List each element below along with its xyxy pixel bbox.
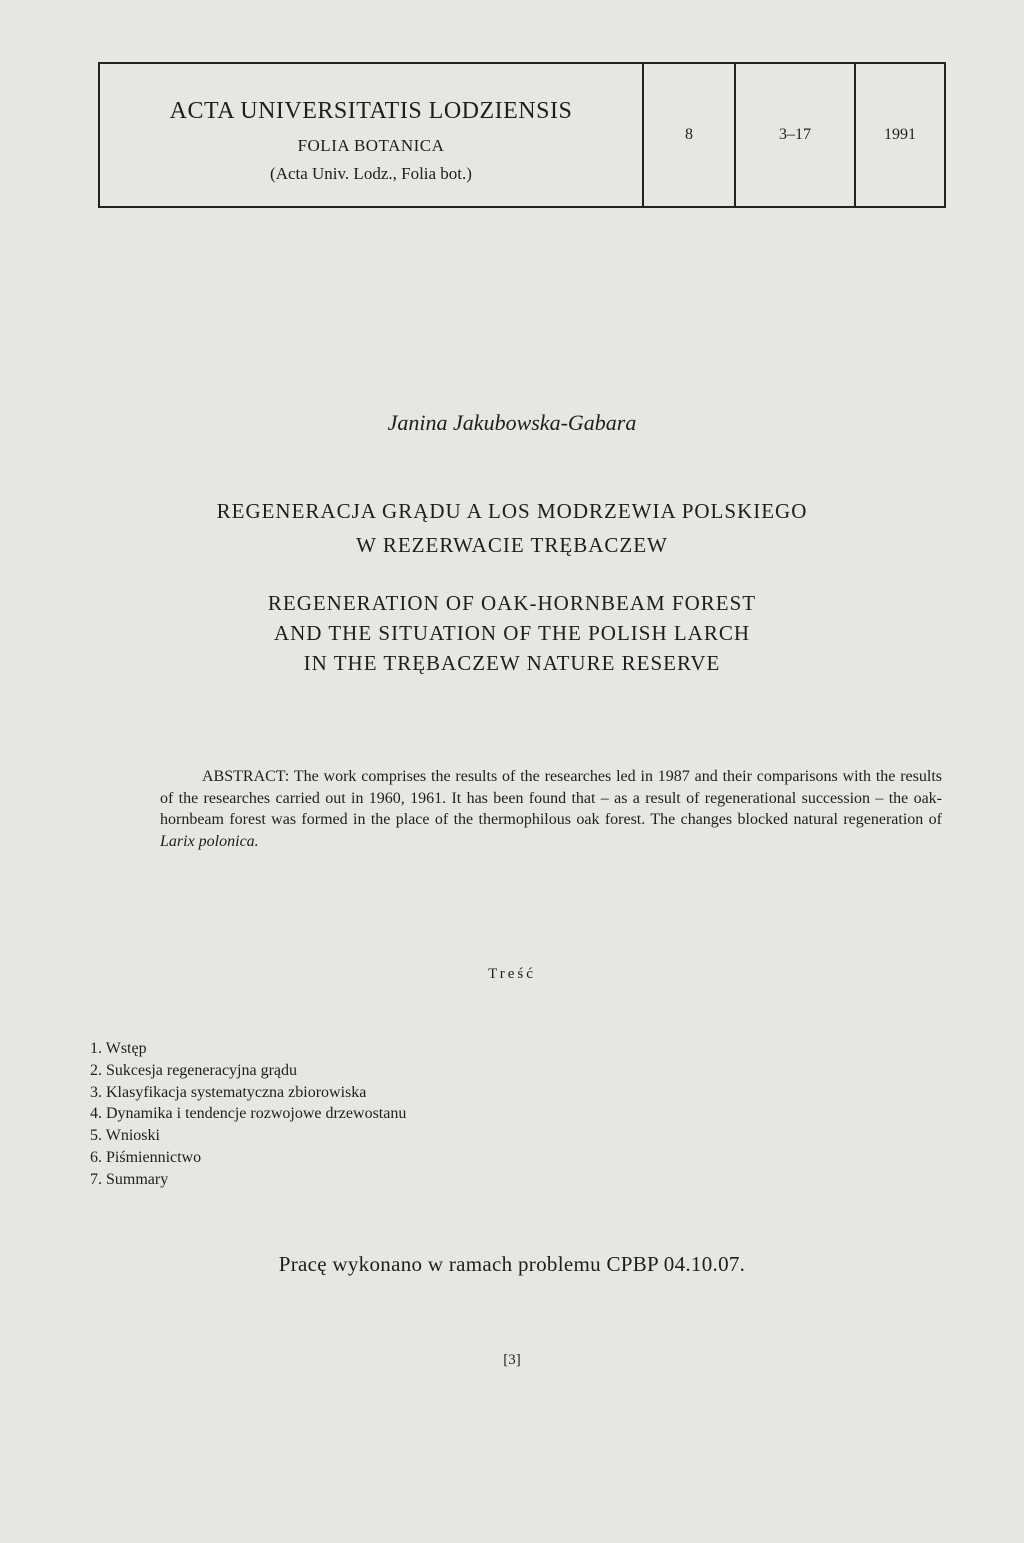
contents-item: 2. Sukcesja regeneracyjna grądu [90, 1061, 298, 1079]
journal-masthead [98, 62, 946, 208]
title-english-line: REGENERATION OF OAK-HORNBEAM FOREST [267, 591, 757, 615]
journal-series: FOLIA BOTANICA [297, 136, 445, 155]
table-of-contents [90, 1038, 406, 1191]
contents-item: 5. Wnioski [90, 1127, 160, 1145]
title-polish-line: REGENERACJA GRĄDU A LOS MODRZEWIA POLSKIEGO [216, 499, 808, 523]
title-polish-line: W REZERWACIE TRĘBACZEW [356, 533, 668, 557]
contents-item: 3. Klasyfikacja systematyczna zbiorowiska [90, 1083, 367, 1101]
journal-name: ACTA UNIVERSITATIS LODZIENSIS [169, 98, 573, 124]
page-number: [3] [503, 1352, 521, 1368]
author-name: Janina Jakubowska-Gabara [387, 410, 637, 435]
abstract-label: ABSTRACT: [202, 768, 290, 785]
masthead-title-cell [100, 64, 644, 206]
contents-item: 6. Piśmiennictwo [90, 1148, 202, 1166]
volume-cell: 8 [644, 64, 736, 206]
funding-note: Pracę wykonano w ramach problemu CPBP 04.10.07. [278, 1252, 746, 1276]
abstract-species: Larix polonica. [160, 832, 259, 850]
title-english-line: AND THE SITUATION OF THE POLISH LARCH [273, 621, 751, 645]
title-polish [0, 494, 1024, 562]
title-english-line: IN THE TRĘBACZEW NATURE RESERVE [303, 651, 721, 675]
pages-cell: 3–17 [736, 64, 856, 206]
year-cell: 1991 [884, 126, 916, 143]
contents-heading: Treść [488, 966, 536, 982]
title-english [0, 588, 1024, 678]
contents-item: 7. Summary [90, 1170, 169, 1188]
abstract-text: The work comprises the results of the researches led in 1987 and their comparisons with the results of the researches carried out in 1960, 1961. It has been found that – as a result of regenerational succession – the oak-hornbeam forest was formed in the place of the thermophilous oak forest. The changes blocked natural regeneration of [160, 768, 943, 828]
abstract [160, 766, 942, 852]
contents-item: 1. Wstęp [90, 1040, 147, 1057]
journal-abbreviation: (Acta Univ. Lodz., Folia bot.) [270, 164, 472, 183]
contents-item: 4. Dynamika i tendencje rozwojowe drzewostanu [90, 1105, 407, 1123]
